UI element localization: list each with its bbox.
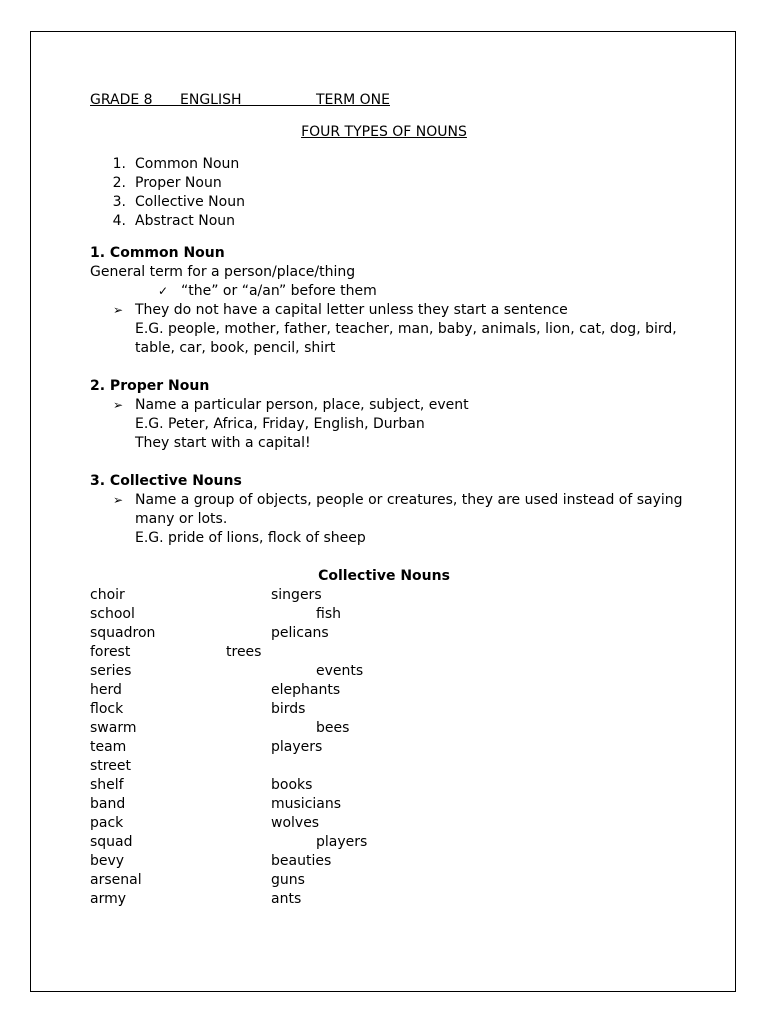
group-of-cell: bees — [316, 720, 350, 736]
bullet-text: E.G. Peter, Africa, Friday, English, Durban — [135, 416, 425, 432]
collective-noun-cell: flock — [90, 701, 124, 717]
list-number: 4. — [112, 213, 126, 229]
check-item-text: “the” or “a/an” before them — [181, 283, 377, 299]
group-of-cell: beauties — [271, 853, 332, 869]
group-of-cell: players — [316, 834, 368, 850]
list-label: Common Noun — [135, 156, 240, 172]
bullet-text: Name a group of objects, people or creatures, they are used instead of saying — [135, 492, 683, 508]
group-of-cell: fish — [316, 606, 341, 622]
group-of-cell: wolves — [271, 815, 320, 831]
collective-noun-cell: series — [90, 663, 132, 679]
bullet-text: many or lots. — [135, 511, 228, 527]
list-number: 3. — [112, 194, 126, 210]
arrow-bullet-icon: ➢ — [113, 493, 124, 507]
header-subject: ENGLISH — [180, 92, 242, 108]
group-of-cell: trees — [226, 644, 262, 660]
collective-noun-cell: swarm — [90, 720, 137, 736]
group-of-cell: elephants — [271, 682, 341, 698]
arrow-bullet-icon: ➢ — [113, 398, 124, 412]
group-of-cell: birds — [271, 701, 306, 717]
list-number: 2. — [112, 175, 126, 191]
group-of-cell: pelicans — [271, 625, 329, 641]
group-of-cell: events — [316, 663, 364, 679]
section-heading: 2. Proper Noun — [90, 378, 210, 394]
section-heading: 3. Collective Nouns — [90, 473, 242, 489]
definition-text: General term for a person/place/thing — [90, 264, 356, 280]
group-of-cell: players — [271, 739, 323, 755]
list-label: Proper Noun — [135, 175, 222, 191]
collective-noun-cell: choir — [90, 587, 125, 603]
bullet-text: They start with a capital! — [135, 435, 311, 451]
bullet-text: Name a particular person, place, subject, event — [135, 397, 469, 413]
collective-noun-cell: herd — [90, 682, 122, 698]
bullet-text: They do not have a capital letter unless they start a sentence — [135, 302, 568, 318]
collective-noun-cell: forest — [90, 644, 131, 660]
group-of-cell: ants — [271, 891, 302, 907]
list-label: Abstract Noun — [135, 213, 236, 229]
collective-noun-cell: team — [90, 739, 127, 755]
header-term: TERM ONE — [316, 92, 390, 108]
collective-noun-cell: pack — [90, 815, 124, 831]
group-of-cell: singers — [271, 587, 322, 603]
section-heading: 1. Common Noun — [90, 245, 225, 261]
group-of-cell: guns — [271, 872, 305, 888]
group-of-cell: books — [271, 777, 313, 793]
header-gap-2 — [241, 91, 317, 110]
collective-noun-cell: squadron — [90, 625, 156, 641]
collective-noun-cell: street — [90, 758, 131, 774]
check-icon: ✓ — [158, 284, 169, 298]
collective-noun-cell: school — [90, 606, 135, 622]
table-title: Collective Nouns — [318, 568, 450, 584]
list-label: Collective Noun — [135, 194, 245, 210]
bullet-text: E.G. pride of lions, flock of sheep — [135, 530, 366, 546]
group-of-cell: musicians — [271, 796, 342, 812]
page-title: FOUR TYPES OF NOUNS — [301, 124, 467, 140]
collective-noun-cell: squad — [90, 834, 133, 850]
bullet-text: table, car, book, pencil, shirt — [135, 340, 336, 356]
collective-noun-cell: arsenal — [90, 872, 142, 888]
arrow-bullet-icon: ➢ — [113, 303, 124, 317]
collective-noun-cell: bevy — [90, 853, 125, 869]
list-number: 1. — [112, 156, 126, 172]
collective-noun-cell: army — [90, 891, 127, 907]
collective-noun-cell: shelf — [90, 777, 124, 793]
collective-noun-cell: band — [90, 796, 126, 812]
header-gap-1 — [152, 91, 180, 110]
bullet-text: E.G. people, mother, father, teacher, man, baby, animals, lion, cat, dog, bird, — [135, 321, 677, 337]
header-grade: GRADE 8 — [90, 92, 153, 108]
